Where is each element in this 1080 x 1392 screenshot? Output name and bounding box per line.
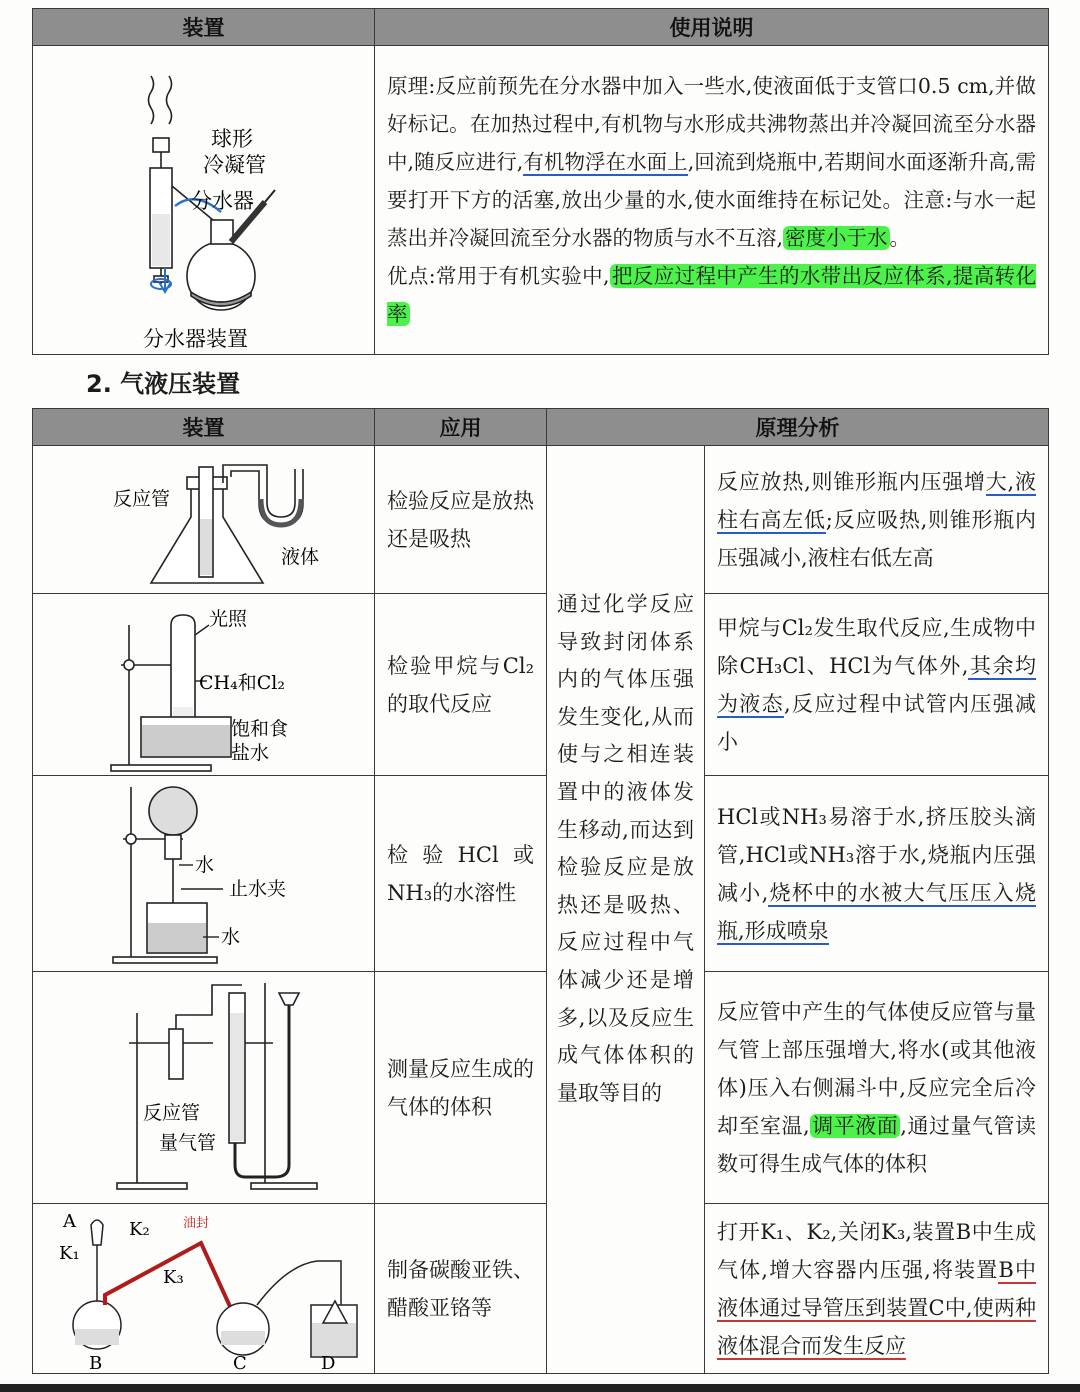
gas-volume-diagram [33, 973, 375, 1203]
apparatus-icon [73, 1220, 357, 1357]
label-qiuxing: 球形 [211, 127, 253, 151]
label-burette: 量气管 [159, 1131, 217, 1154]
highlight-level: 调平液面 [811, 1113, 899, 1138]
application-text: 测量反应生成的气体的体积 [387, 1056, 534, 1119]
table-row [33, 776, 1049, 972]
table-row [33, 446, 1049, 594]
highlight-density: 密度小于水 [785, 226, 888, 250]
application-text: 制备碳酸亚铁、醋酸亚铬等 [387, 1257, 534, 1320]
inert-transfer-diagram [33, 1205, 375, 1373]
section-title: 2. 气液压装置 [86, 370, 241, 398]
label-a: A [63, 1210, 76, 1232]
table-row [33, 972, 1049, 1204]
water-separator-diagram [33, 46, 375, 354]
header-device: 装置 [33, 409, 375, 446]
header-instructions: 使用说明 [375, 9, 1049, 46]
condenser-icon [149, 76, 172, 168]
exotherm-test-diagram [33, 447, 375, 593]
fountain-diagram [33, 777, 375, 971]
highlight-advantage: 把反应过程中产生的水带出反应体系,提高转化率 [387, 264, 1036, 326]
shared-principle-text: 通过化学反应导致封闭体系内的气体压强发生变化,从而使与之相连装置中的液体发生移动,而达到检验反应是放热还是吸热、反应过程中气体减少还是增多,以及反应生成气体体积的量取等目的 [557, 592, 694, 1105]
gas-burette-icon [117, 983, 317, 1189]
gas-pressure-table [32, 408, 1049, 1374]
label-oil-seal: 油封 [183, 1215, 210, 1231]
application-text: 检验反应是放热还是吸热 [387, 488, 534, 551]
analysis-text: 甲烷与Cl₂发生取代反应,生成物中除CH₃Cl、HCl为气体外,其余均为液态,反应过程中试管内压强减小 [717, 615, 1037, 754]
analysis-text: 打开K₁、K₂,关闭K₃,装置B中生成气体,增大容器内压强,将装置B中液体通过导管压到装置C中,使两种液体混合而发生反应 [717, 1219, 1036, 1358]
label-light: 光照 [209, 607, 248, 630]
label-brine-1: 饱和食 [231, 717, 289, 740]
label-k3: K₃ [163, 1266, 184, 1288]
label-reaction-tube: 反应管 [113, 487, 171, 510]
separator-diagram-cell [33, 46, 375, 355]
table-row [33, 1204, 1049, 1374]
label-condenser: 冷凝管 [203, 153, 266, 177]
label-water-1: 水 [195, 853, 215, 876]
label-clip: 止水夹 [229, 877, 287, 900]
diagram-caption: 分水器装置 [143, 327, 248, 351]
label-c: C [233, 1352, 247, 1373]
label-k2: K₂ [129, 1218, 150, 1240]
label-d: D [321, 1352, 336, 1373]
analysis-text: 反应管中产生的气体使反应管与量气管上部压强增大,将水(或其他液体)压入右侧漏斗中,反应完全后冷却至室温,调平液面,通过量气管读数可得生成气体的体积 [717, 999, 1036, 1176]
label-liquid: 液体 [281, 545, 320, 568]
instructions-cell [375, 46, 1049, 355]
application-text: 检验甲烷与Cl₂的取代反应 [387, 653, 534, 716]
instructions-text: 原理:反应前预先在分水器中加入一些水,使液面低于支管口0.5 cm,并做好标记。在加热过程中,有机物与水形成共沸物蒸出并冷凝回流至分水器中,随反应进行,有机物浮在水面上,回流到烧瓶中,若期间水面逐渐升高,需要打开下方的活塞,放出少量的水,使水面维持在标记处。注意:与水一起蒸出并冷凝回流至分水器的物质与水不互溶,密度小于水。 优点:常用于有机实验中,把反应过程中产生的水带出反应体系,提高转化率 [387, 74, 1036, 326]
label-ch4-cl2: CH₄和Cl₂ [199, 671, 285, 694]
label-separator: 分水器 [191, 189, 254, 213]
label-water-2: 水 [221, 925, 241, 948]
methane-substitution-diagram [33, 595, 375, 775]
header-device: 装置 [33, 9, 375, 46]
label-k1: K₁ [59, 1242, 80, 1264]
label-reaction-tube: 反应管 [143, 1101, 201, 1124]
header-application: 应用 [375, 409, 547, 446]
analysis-text: 反应放热,则锥形瓶内压强增大,液柱右高左低;反应吸热,则锥形瓶内压强减小,液柱右低左高 [717, 469, 1036, 570]
bottom-edge [0, 1384, 1080, 1392]
analysis-text: HCl或NH₃易溶于水,挤压胶头滴管,HCl或NH₃溶于水,烧瓶内压强减小,烧杯中的水被大气压压入烧瓶,形成喷泉 [717, 804, 1036, 943]
separator-table [32, 8, 1049, 355]
table-row [33, 594, 1049, 776]
shared-principle-cell [547, 446, 705, 1374]
header-analysis: 原理分析 [547, 409, 1049, 446]
underline-floats: 有机物浮在水面上 [523, 150, 688, 174]
application-text: 检验HCl或NH₃的水溶性 [387, 842, 534, 905]
label-brine-2: 盐水 [231, 741, 270, 764]
label-b: B [89, 1352, 103, 1373]
